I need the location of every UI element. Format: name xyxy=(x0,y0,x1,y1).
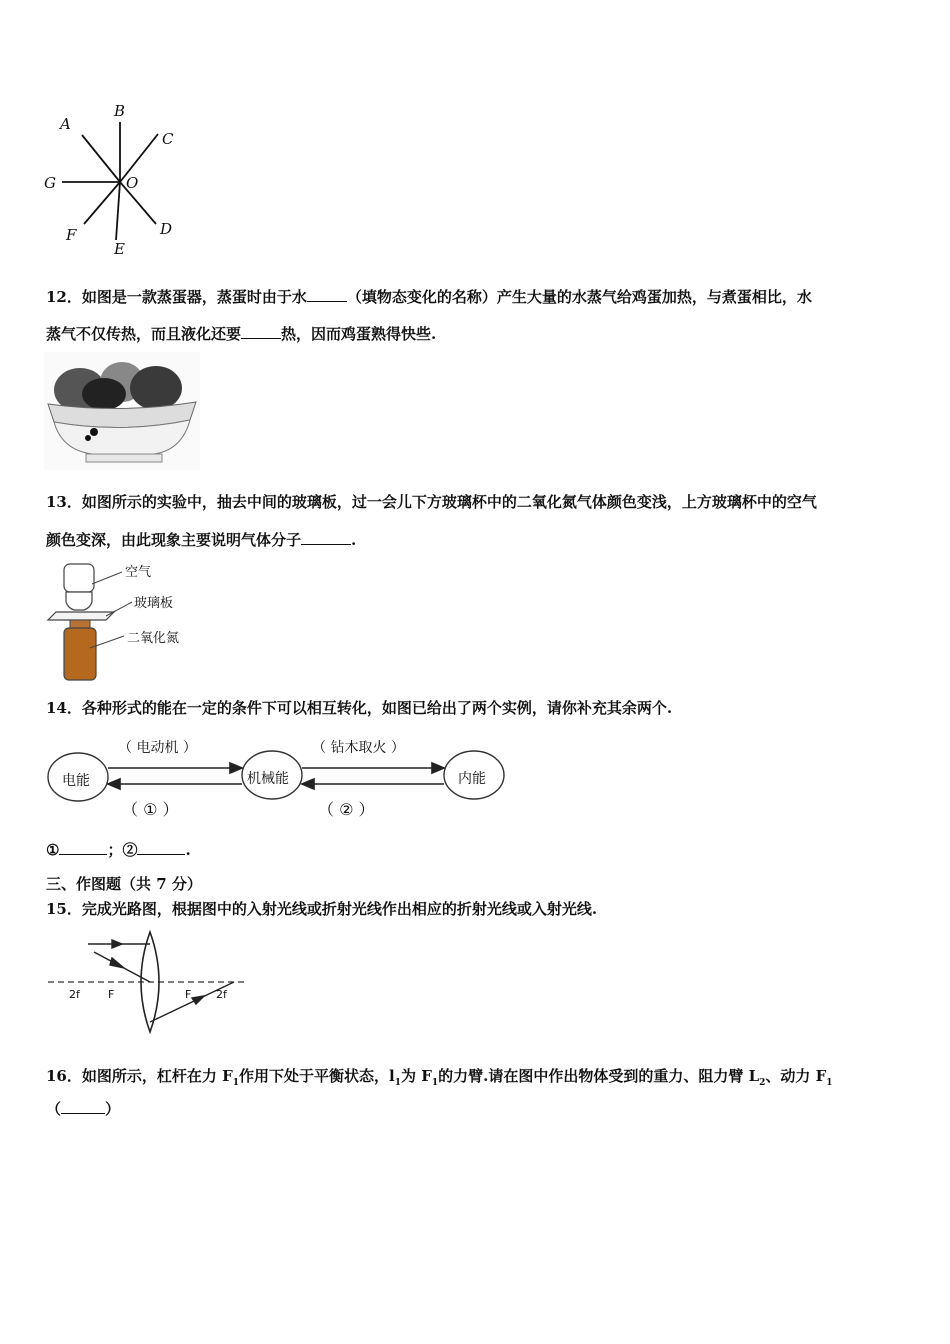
q12-line1: 12．如图是一款蒸蛋器，蒸蛋时由于水 （填物态变化的名称）产生大量的水蒸气给鸡蛋加热，与煮蛋相比，水 xyxy=(46,288,812,306)
label-g: G xyxy=(44,174,56,192)
q14-answer-blank-1[interactable] xyxy=(59,840,107,855)
lens-ray-diagram xyxy=(44,928,250,1034)
ray-a xyxy=(82,135,120,182)
q14-answer-line: ① ；② . xyxy=(46,841,191,859)
node-electric-label: 电能 xyxy=(62,773,90,789)
node-mechanical-label: 机械能 xyxy=(247,771,289,787)
label-d: D xyxy=(160,220,173,238)
label-glass-plate: 玻璃板 xyxy=(134,596,174,611)
label-blank-2: （ ② ） xyxy=(318,800,375,819)
label-a: A xyxy=(60,115,71,133)
label-b: B xyxy=(114,102,126,120)
label-left-2f: 2f xyxy=(69,988,80,1001)
section-title: 三、作图题（共 7 分） xyxy=(46,875,202,893)
label-right-f: F xyxy=(185,988,192,1001)
q12-blank-2[interactable] xyxy=(241,324,281,339)
node-internal-label: 内能 xyxy=(458,771,486,787)
label-f: F xyxy=(66,226,77,244)
q13-blank[interactable] xyxy=(301,530,351,545)
label-no2: 二氧化氮 xyxy=(127,631,180,646)
q16-line2: （ ） xyxy=(46,1100,121,1118)
q14-line1: 14．各种形式的能在一定的条件下可以相互转化，如图已给出了两个实例，请你补充其余两个. xyxy=(46,699,673,717)
q15-line1: 15．完成光路图，根据图中的入射光线或折射光线作出相应的折射光线或入射光线. xyxy=(46,900,598,918)
label-air: 空气 xyxy=(125,565,152,580)
label-drill-fire: （ 钻木取火 ） xyxy=(312,740,405,756)
q14-answer-blank-2[interactable] xyxy=(137,840,185,855)
ray-f xyxy=(84,182,120,224)
egg-steamer-image xyxy=(44,352,200,470)
label-c: C xyxy=(162,130,174,148)
ray-e xyxy=(116,182,120,240)
q13-line2: 颜色变深，由此现象主要说明气体分子 . xyxy=(46,531,357,549)
label-left-f: F xyxy=(108,988,115,1001)
q12-line2: 蒸气不仅传热，而且液化还要 热，因而鸡蛋熟得快些. xyxy=(46,325,437,343)
q13-line1: 13．如图所示的实验中，抽去中间的玻璃板，过一会儿下方玻璃杯中的二氧化氮气体颜色变浅，上方玻璃杯中的空气 xyxy=(46,493,817,511)
q16-line1: 16．如图所示，杠杆在力 $F_1$作用下处于平衡状态，$l_1$为 $F_1$的力臂.请在图中作出物体受到的重力、阻力臂 $L_2$、动力 $F_1$ xyxy=(46,1067,833,1088)
label-o: O xyxy=(126,174,139,192)
label-right-2f: 2f xyxy=(216,988,227,1001)
q16-blank[interactable] xyxy=(61,1099,105,1114)
label-blank-1: （ ① ） xyxy=(122,800,179,819)
label-motor: （ 电动机 ） xyxy=(118,740,197,756)
label-e: E xyxy=(114,240,125,258)
q12-blank-1[interactable] xyxy=(307,287,347,302)
